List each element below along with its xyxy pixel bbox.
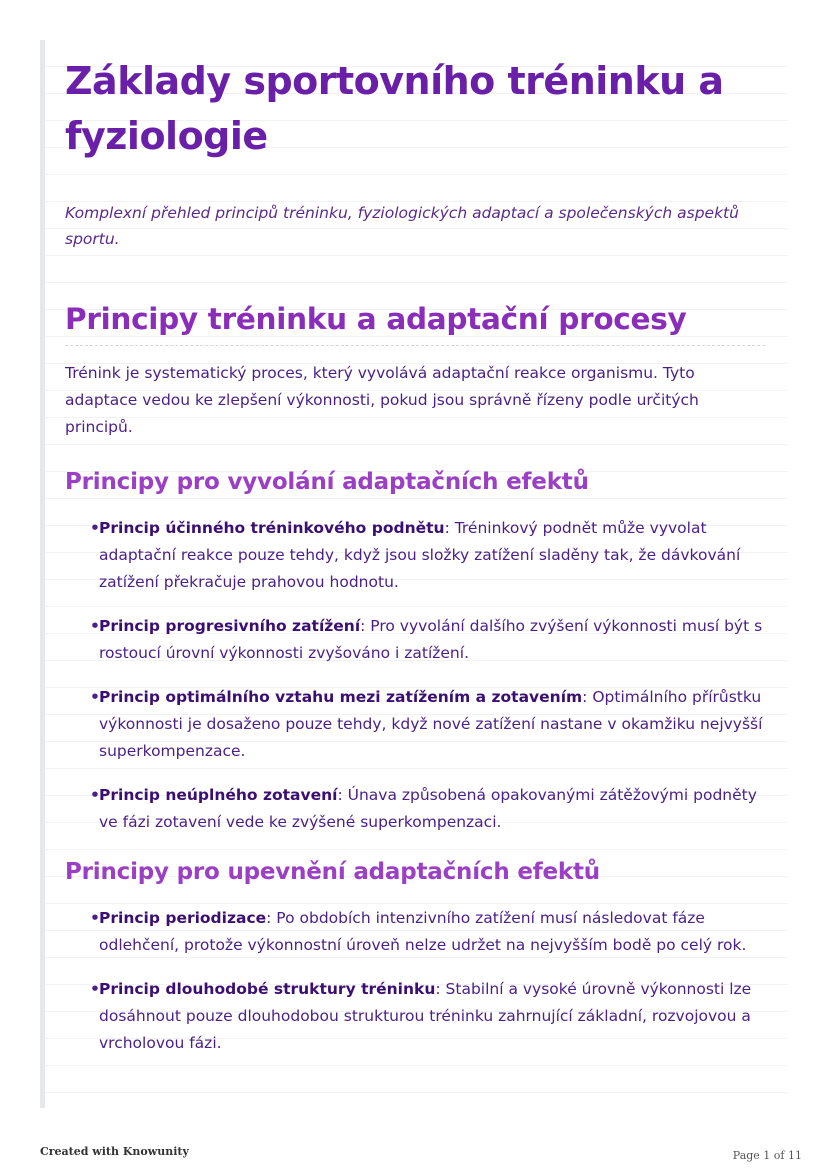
list-item: [90, 905, 765, 959]
section-heading: Principy tréninku a adaptační procesy: [65, 299, 765, 346]
principle-text: : Tréninkový podnět může vyvolat adaptační reakce pouze tehdy, když jsou složky zatížení sladěny tak, že dávkování zatížení překračuje prahovou hodnotu.: [99, 519, 741, 591]
subsection-heading-adaptation: Principy pro vyvolání adaptačních efektů: [65, 469, 589, 495]
list-item: [90, 515, 765, 596]
principles-list-adaptation: [65, 515, 765, 836]
document-content: [65, 54, 765, 1074]
subsection-heading-consolidation: Principy pro upevnění adaptačních efektů: [65, 859, 600, 885]
page-number: Page 1 of 11: [732, 1149, 802, 1162]
principles-list-consolidation: [65, 905, 765, 1057]
list-item: [90, 684, 765, 765]
page-subtitle: Komplexní přehled principů tréninku, fyziologických adaptací a společenských aspektů sportu.: [65, 204, 739, 248]
principle-term: Princip progresivního zatížení: [99, 617, 361, 635]
list-item: [90, 613, 765, 667]
principle-term: Princip dlouhodobé struktury tréninku: [99, 980, 436, 998]
principle-term: Princip periodizace: [99, 909, 267, 927]
list-item: [90, 782, 765, 836]
document-page: [40, 40, 788, 1108]
page-title: Základy sportovního tréninku a fyziologie: [65, 59, 724, 158]
footer-credit: Created with Knowunity: [40, 1145, 189, 1158]
section-intro: Trénink je systematický proces, který vyvolává adaptační reakce organismu. Tyto adaptace vedou ke zlepšení výkonnosti, pokud jsou správně řízeny podle určitých principů.: [65, 364, 699, 436]
principle-text: : Pro vyvolání dalšího zvýšení výkonnosti musí být s rostoucí úrovní výkonnosti zvyšováno i zatížení.: [99, 617, 763, 662]
principle-text: : Optimálního přírůstku výkonnosti je dosaženo pouze tehdy, když nové zatížení nastane v okamžiku nejvyšší superkompenzace.: [99, 688, 763, 760]
list-item: [90, 976, 765, 1057]
principle-text: : Stabilní a vysoké úrovně výkonnosti lze dosáhnout pouze dlouhodobou strukturou tréninku zahrnující základní, rozvojovou a vrcholovou fázi.: [99, 980, 752, 1052]
principle-term: Princip optimálního vztahu mezi zatížením a zotavením: [99, 688, 583, 706]
principle-text: : Únava způsobená opakovanými zátěžovými podněty ve fázi zotavení vede ke zvýšené superkompenzaci.: [99, 786, 757, 831]
principle-term: Princip neúplného zotavení: [99, 786, 338, 804]
principle-text: : Po obdobích intenzivního zatížení musí následovat fáze odlehčení, protože výkonnostní úroveň nelze udržet na nejvyšším bodě po celý rok.: [99, 909, 747, 954]
principle-term: Princip účinného tréninkového podnětu: [99, 519, 445, 537]
